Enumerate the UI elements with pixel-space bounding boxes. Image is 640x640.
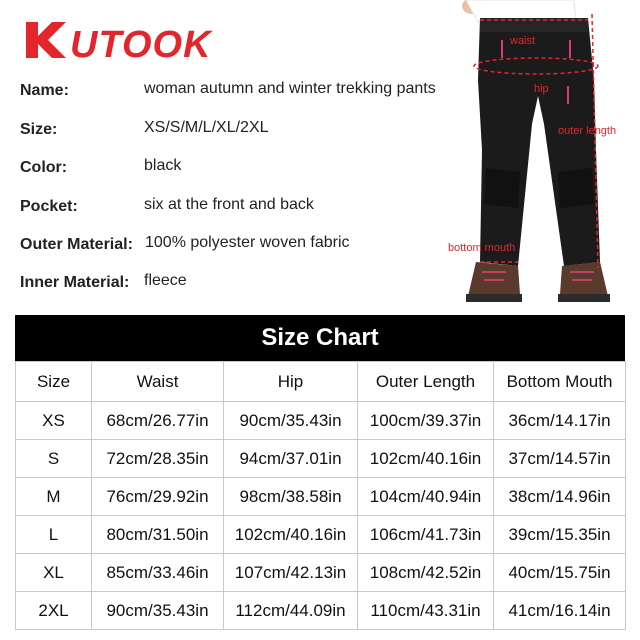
table-cell: 104cm/40.94in [358, 478, 494, 516]
spec-value: fleece [144, 272, 187, 289]
left-sole [466, 294, 522, 302]
brand-logo [22, 16, 232, 62]
table-cell: 37cm/14.57in [494, 440, 626, 478]
spec-value: XS/S/M/L/XL/2XL [144, 119, 269, 136]
table-cell: 85cm/33.46in [92, 554, 224, 592]
spec-value: 100% polyester woven fabric [145, 234, 350, 251]
bottom-mouth-label: bottom mouth [448, 242, 516, 254]
table-row [16, 478, 626, 516]
table-cell: 36cm/14.17in [494, 402, 626, 440]
table-row [16, 516, 626, 554]
table-cell: 108cm/42.52in [358, 554, 494, 592]
table-cell: 90cm/35.43in [224, 402, 358, 440]
spec-row-outer-material [20, 236, 490, 260]
column-header-hip: Hip [224, 362, 358, 402]
table-cell: 72cm/28.35in [92, 440, 224, 478]
table-cell: 107cm/42.13in [224, 554, 358, 592]
waist-label: waist [510, 35, 536, 47]
spec-label: Outer Material: [20, 236, 133, 253]
table-cell: 68cm/26.77in [92, 402, 224, 440]
table-cell: 94cm/37.01in [224, 440, 358, 478]
table-cell: 39cm/15.35in [494, 516, 626, 554]
table-cell: 80cm/31.50in [92, 516, 224, 554]
table-cell: 98cm/38.58in [224, 478, 358, 516]
table-cell: XL [16, 554, 92, 592]
table-row [16, 554, 626, 592]
spec-label: Inner Material: [20, 274, 130, 291]
spec-row-color [20, 159, 490, 183]
table-cell: 2XL [16, 592, 92, 630]
table-cell: 102cm/40.16in [224, 516, 358, 554]
kutook-logo-graphic [22, 16, 232, 62]
pants-measurement-diagram [440, 0, 640, 310]
size-chart-title: Size Chart [15, 315, 625, 361]
spec-label: Size: [20, 121, 58, 138]
table-cell: 76cm/29.92in [92, 478, 224, 516]
table-cell: XS [16, 402, 92, 440]
table-cell: 112cm/44.09in [224, 592, 358, 630]
table-row [16, 592, 626, 630]
pants-shape [478, 18, 600, 266]
outer-length-label: outer length [558, 125, 617, 137]
table-cell: L [16, 516, 92, 554]
spec-value: black [144, 157, 182, 174]
spec-row-size [20, 121, 490, 145]
spec-row-inner-material [20, 274, 490, 298]
knee-panel-right [558, 168, 594, 208]
spec-row-pocket [20, 198, 490, 222]
table-cell: M [16, 478, 92, 516]
table-cell: 106cm/41.73in [358, 516, 494, 554]
table-cell: 40cm/15.75in [494, 554, 626, 592]
table-cell: S [16, 440, 92, 478]
svg-text:UTOOK: UTOOK [70, 24, 212, 62]
table-row [16, 440, 626, 478]
table-cell: 38cm/14.96in [494, 478, 626, 516]
spec-value: six at the front and back [144, 196, 314, 213]
table-row [16, 402, 626, 440]
table-header-row [16, 362, 626, 402]
table-cell: 110cm/43.31in [358, 592, 494, 630]
spec-label: Name: [20, 82, 69, 99]
knee-panel-left [484, 168, 520, 208]
right-sole [558, 294, 610, 302]
table-cell: 102cm/40.16in [358, 440, 494, 478]
table-cell: 41cm/16.14in [494, 592, 626, 630]
product-figure [440, 0, 640, 310]
column-header-outer-length: Outer Length [358, 362, 494, 402]
hip-label: hip [534, 83, 549, 95]
spec-row-name [20, 82, 490, 106]
spec-label: Color: [20, 159, 68, 176]
size-chart-table [15, 361, 626, 630]
spec-value: woman autumn and winter trekking pants [144, 80, 436, 97]
column-header-waist: Waist [92, 362, 224, 402]
table-cell: 90cm/35.43in [92, 592, 224, 630]
spec-label: Pocket: [20, 198, 78, 215]
column-header-bottom-mouth: Bottom Mouth [494, 362, 626, 402]
size-chart [15, 315, 625, 630]
table-cell: 100cm/39.37in [358, 402, 494, 440]
column-header-size: Size [16, 362, 92, 402]
